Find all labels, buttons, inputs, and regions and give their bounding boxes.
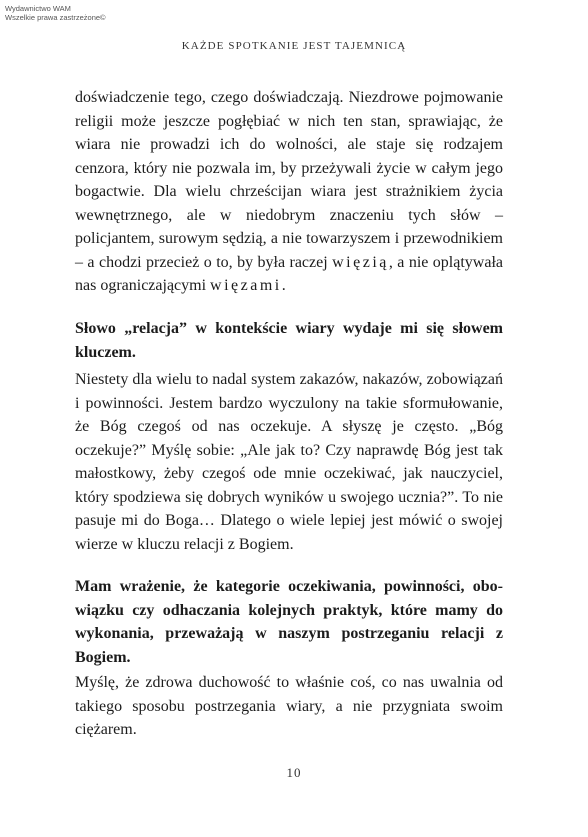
publisher-watermark (5, 4, 106, 22)
body-paragraph-1 (75, 86, 503, 298)
body-paragraph-2 (75, 368, 503, 556)
question-text: Słowo „relacja” w kontekście wiary wydaje mi się słowem kluczem. (75, 320, 503, 361)
emphasis-text: więzią (332, 253, 389, 271)
answer-text: Myślę, że zdrowa duchowość to właśnie coś, co nas uwalnia od takiego sposobu postrzegania wiary, a nie przygniata swoim ciężarem. (75, 674, 503, 738)
interview-question-1 (75, 317, 503, 364)
paragraph-text: doświadczenie tego, czego doświadczają. Niezdrowe pojmowanie religii może jeszcze pogłębiać w nich ten stan, sprawiając, że wiara nie prowadzi ich do wolności, ale staje się rodzajem cenzora, który nie pozwala im, by przeżywali życie w całym jego bogactwie. Dla wielu chrześcijan wiara jest strażnikiem życia wewnętrznego, ale w niedobrym znaczeniu tych słów – policjantem, surowym sędzią, a nie towarzyszem i przewodnikiem – a chodzi przecież o to, by była raczej (75, 89, 503, 271)
emphasis-text: więzami (210, 277, 282, 294)
question-text: Mam wrażenie, że kategorie oczekiwania, powinności, obowiązku czy odhaczania kolejnych praktyk, które mamy do wykonania, przeważają w naszym postrzeganiu relacji z Bogiem. (75, 578, 503, 666)
answer-text: Niestety dla wielu to nadal system zakazów, nakazów, zobowiązań i powinności. Jestem bardzo wyczulony na takie sformułowanie, że Bóg czegoś od nas oczekuje. A słyszę je często. „Bóg oczekuje?” Myślę sobie: „Ale jak to? Czy naprawdę Bóg jest tak małostkowy, żeby czegoś ode mnie oczekiwać, jak nauczyciel, który spodziewa się dobrych wyników u swojego ucznia?”. To nie pasuje mi do Boga… Dlatego o wiele lepiej jest mówić o swojej wierze w kluczu relacji z Bogiem. (75, 371, 503, 553)
page-number: 10 (286, 765, 302, 780)
interview-question-2 (75, 575, 503, 669)
paragraph-text: , a nie oplątywała nas ograniczającymi (75, 253, 504, 294)
paragraph-text: . (281, 277, 286, 294)
watermark-copyright: Wszelkie prawa zastrzeżone© (5, 13, 106, 22)
body-paragraph-3 (75, 671, 503, 742)
running-header: KAŻDE SPOTKANIE JEST TAJEMNICĄ (181, 40, 407, 52)
watermark-publisher: Wydawnictwo WAM (5, 4, 71, 13)
